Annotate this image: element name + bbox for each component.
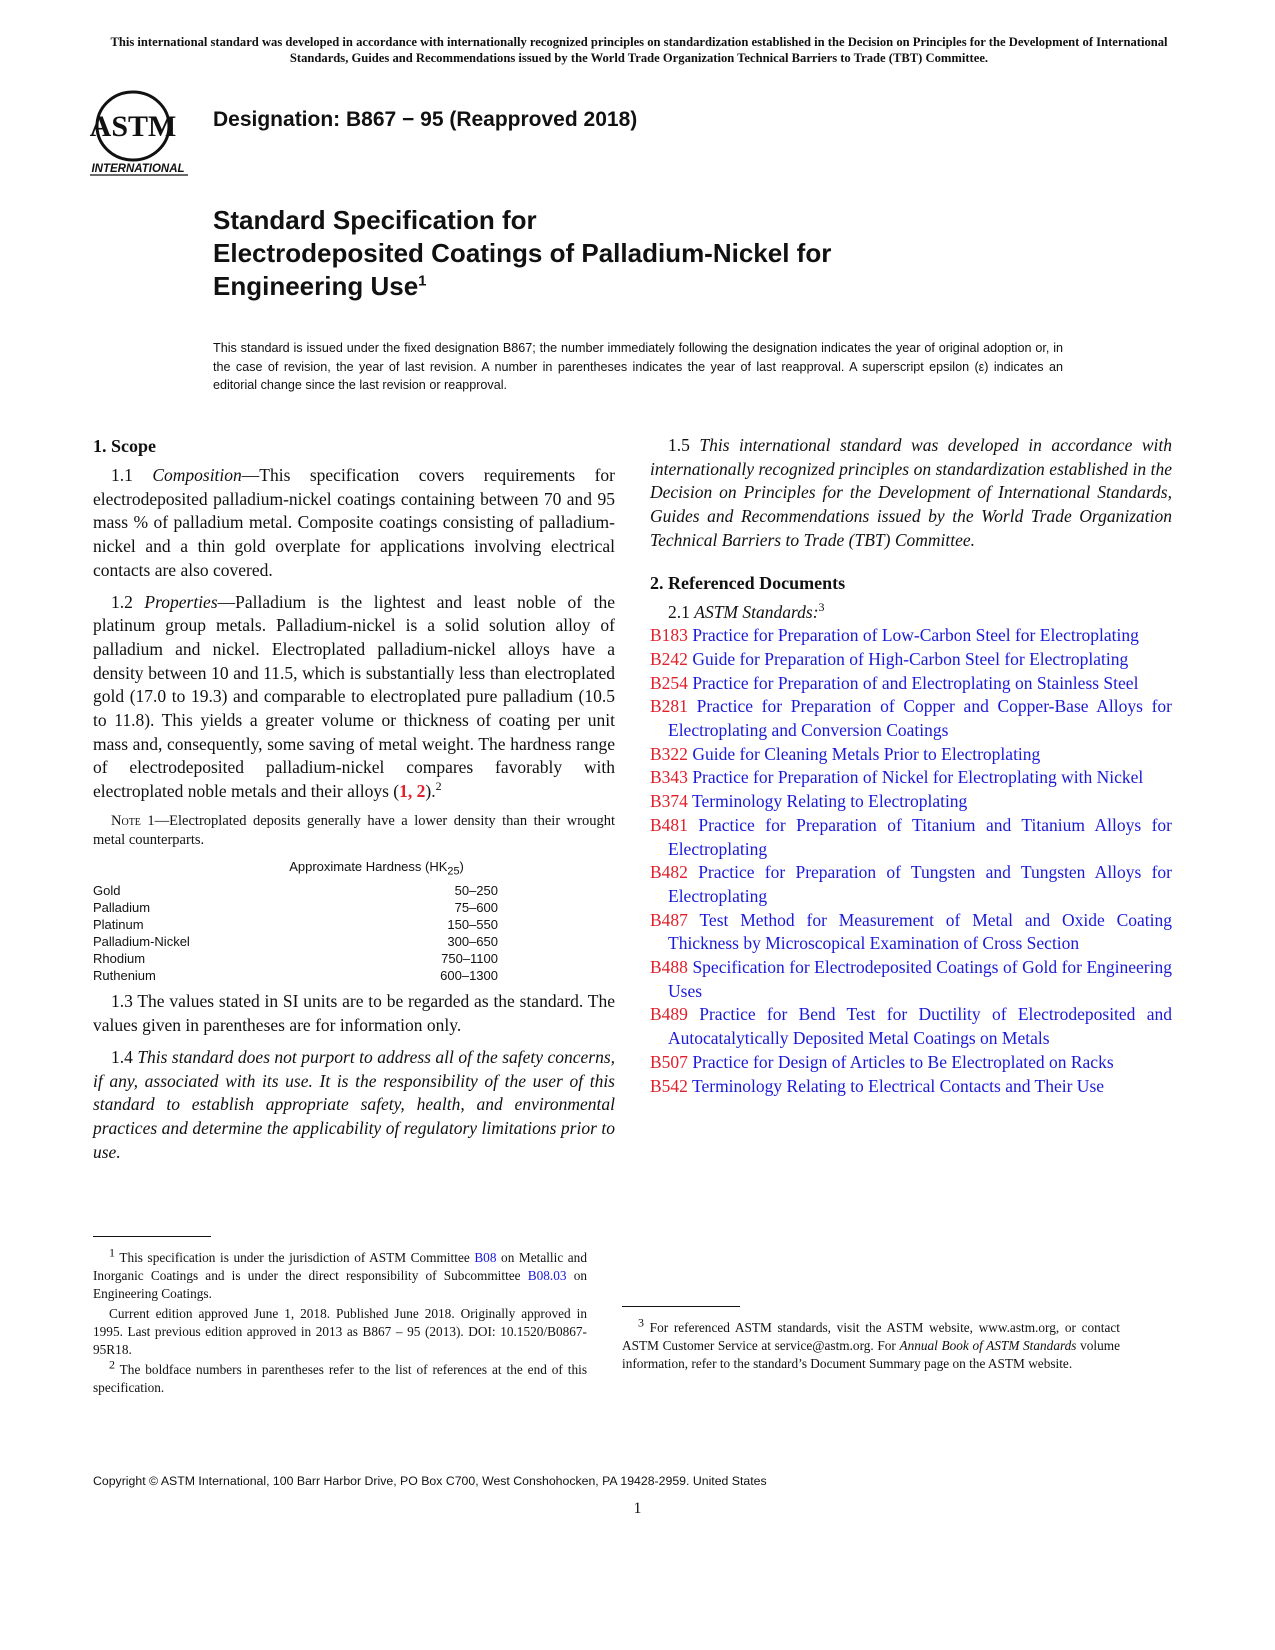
para-label: ASTM Standards: (694, 601, 819, 622)
scope-heading: 1. Scope (93, 436, 156, 456)
reference-code[interactable]: B487 (650, 909, 688, 930)
scope-para-1-3: 1.3 The values stated in SI units are to be regarded as the standard. The values given in parentheses are for information only. (93, 991, 615, 1036)
copyright-line: Copyright © ASTM International, 100 Barr Harbor Drive, PO Box C700, West Conshohocken, PA 19428-2959. United States (93, 1474, 767, 1488)
astm-logo-icon (88, 86, 200, 176)
hardness-table (93, 858, 615, 985)
left-column (93, 434, 615, 1172)
reference-item[interactable] (650, 1051, 1172, 1075)
astm-logo (88, 86, 200, 176)
hardness-value: 150–550 (447, 917, 498, 933)
reference-code[interactable]: B254 (650, 672, 688, 693)
reference-item[interactable] (650, 909, 1172, 956)
logo-text: ASTM (89, 110, 177, 143)
reference-code[interactable]: B481 (650, 814, 688, 835)
title-line-3-text: Engineering Use (213, 271, 419, 301)
reference-code[interactable]: B482 (650, 862, 688, 883)
footnote-text: For referenced ASTM standards, visit the ASTM website, www.astm.org, or contact ASTM Customer Service at service@astm.org. For (622, 1320, 1120, 1353)
para-number: 1.2 (111, 591, 145, 612)
para-number: 2.1 (668, 601, 695, 622)
reference-title[interactable]: Practice for Preparation of Titanium and Titanium Alloys for Electroplating (668, 814, 1173, 859)
scope-para-1-2 (93, 591, 615, 804)
footnote-mark: 3 (818, 599, 825, 614)
para-number: 1.5 (668, 435, 700, 455)
reference-item[interactable] (650, 1003, 1172, 1050)
left-footnotes (93, 1236, 587, 1399)
reference-item[interactable] (650, 1075, 1172, 1099)
reference-item[interactable] (650, 743, 1172, 767)
hardness-value: 75–600 (454, 900, 498, 916)
reference-code[interactable]: B374 (650, 791, 688, 812)
reference-list (650, 624, 1172, 1098)
reference-code[interactable]: B488 (650, 957, 688, 978)
para-text: —This specification covers requirements for electrodeposited palladium-nickel coatings containing between 70 and 95 mass % of palladium metal. Composite coatings consisting of palladium-nickel and a thin gold overplate for applications involving electrical contacts are also covered. (93, 465, 616, 580)
scope-para-1-5 (650, 434, 1172, 553)
reference-code[interactable]: B183 (650, 625, 688, 646)
top-notice: This international standard was developed in accordance with internationally recognized principles on standardization established in the Decision on Principles for the Development of International Standards, Guides and Recommendations issued by the World Trade Organization Technical Barriers to Trade (TBT) Committee. (110, 35, 1168, 65)
referenced-documents-heading: 2. Referenced Documents (650, 572, 846, 593)
reference-item[interactable] (650, 695, 1172, 742)
logo-subtext: INTERNATIONAL (91, 163, 185, 175)
reference-title[interactable]: Practice for Preparation of Tungsten and Tungsten Alloys for Electroplating (668, 862, 1173, 906)
para-label: Properties (144, 591, 218, 612)
reference-title[interactable]: Practice for Preparation of Low-Carbon Steel for Electroplating (692, 625, 1139, 646)
reference-title[interactable]: Terminology Relating to Electrical Contacts and Their Use (692, 1075, 1105, 1096)
footnote-mark: 2 (435, 779, 442, 794)
reference-title[interactable]: Practice for Preparation of Nickel for Electroplating with Nickel (692, 767, 1144, 788)
title-line-2: Electrodeposited Coatings of Palladium-Nickel for (213, 238, 832, 268)
table-row (93, 933, 615, 950)
footnote-text: on Engineering Coatings. (93, 1268, 587, 1301)
metal-name: Palladium (93, 900, 151, 916)
para-number: 1.4 (111, 1046, 138, 1067)
reference-title[interactable]: Practice for Preparation of Copper and Copper-Base Alloys for Electroplating and Conversion Coatings (668, 696, 1172, 741)
reference-code[interactable]: B489 (650, 1004, 688, 1025)
reference-item[interactable] (650, 814, 1172, 861)
title-footnote-mark: 1 (418, 272, 427, 290)
para-text: This standard does not purport to address all of the safety concerns, if any, associated with its use. It is the responsibility of the user of this standard to establish appropriate safety, health, and environmental practices and determine the applicability of regulatory limitations prior to use. (93, 1046, 616, 1162)
hardness-value: 750–1100 (441, 951, 498, 967)
para-text: This international standard was developed in accordance with internationally recognized principles on standardization established in the Decision on Principles for the Development of International Standards, Guides and Recommendations issued by the World Trade Organization Technical Barriers to Trade (TBT) Committee. (650, 435, 1173, 550)
reference-item[interactable] (650, 861, 1172, 908)
note-text: —Electroplated deposits generally have a lower density than their wrought metal counterparts. (93, 812, 615, 848)
footnote-text: volume information, refer to the standard’s Document Summary page on the ASTM website. (622, 1338, 1120, 1371)
scope-para-1-1 (93, 464, 615, 583)
reference-title[interactable]: Terminology Relating to Electroplating (692, 791, 968, 812)
title-line-1: Standard Specification for (213, 205, 537, 235)
right-column (650, 434, 1172, 1098)
reference-item[interactable] (650, 790, 1172, 814)
reference-code[interactable]: B242 (650, 648, 688, 669)
metal-name: Rhodium (93, 951, 146, 967)
header-sub: 25 (447, 865, 460, 878)
header-end: ) (459, 858, 464, 874)
reference-item[interactable] (650, 648, 1172, 672)
table-row (93, 967, 615, 984)
footnote-text: This specification is under the jurisdiction of ASTM Committee (115, 1250, 475, 1265)
footnote-italic: Annual Book of ASTM Standards (899, 1338, 1077, 1353)
header-text: Approximate Hardness (HK (289, 858, 448, 874)
reference-title[interactable]: Specification for Electrodeposited Coatings of Gold for Engineering Uses (668, 957, 1172, 1001)
table-row (93, 882, 615, 899)
para-label: Composition (152, 465, 242, 485)
document-title (213, 204, 1113, 303)
footnote-text: The boldface numbers in parentheses refer to the list of references at the end of this specification. (93, 1362, 587, 1395)
reference-item[interactable] (650, 956, 1172, 1003)
astm-standards-subheading (650, 601, 1172, 625)
reference-code[interactable]: B322 (650, 743, 688, 764)
hardness-value: 50–250 (454, 883, 498, 899)
footnote-text: on Metallic and Inorganic Coatings and is under the direct responsibility of Subcommittee (93, 1250, 587, 1283)
reference-item[interactable] (650, 766, 1172, 790)
reference-code[interactable]: B507 (650, 1051, 688, 1072)
para-text-end: ). (425, 781, 436, 802)
reference-title[interactable]: Practice for Bend Test for Ductility of Electrodeposited and Autocatalytically Deposited Metal Coatings on Metals (668, 1004, 1173, 1049)
right-footnotes (622, 1306, 1120, 1375)
footnote-2 (93, 1357, 587, 1397)
subcommittee-link[interactable]: B08.03 (527, 1268, 567, 1283)
table-row (93, 899, 615, 916)
hardness-value: 300–650 (447, 934, 498, 950)
table-row (93, 916, 615, 933)
reference-link[interactable]: 1, 2 (399, 781, 426, 802)
reference-title[interactable]: Guide for Cleaning Metals Prior to Electroplating (692, 743, 1041, 764)
table-row (93, 950, 615, 967)
reference-code[interactable]: B542 (650, 1075, 688, 1096)
para-text: —Palladium is the lightest and least noble of the platinum group metals. Palladium-nickel is a solid solution alloy of palladium and nickel. Electroplated palladium-nickel alloys have a density between 10 and 11.5, which is substantially less than electroplated gold (17.0 to 19.3) and comparable to electroplated pure palladium (10.5 to 11.8). This yields a greater volume or thickness of coating per unit mass and, consequently, some saving of metal weight. The hardness range of electrodeposited palladium-nickel compares favorably with electroplated noble metals and their alloys ( (93, 591, 616, 802)
issued-note: This standard is issued under the fixed designation B867; the number immediately following the designation indicates the year of original adoption or, in the case of revision, the year of last revision. A number in parentheses indicates the year of last reapproval. A superscript epsilon (ε) indicates an editorial change since the last revision or reapproval. (213, 341, 1063, 392)
note-label: Note 1 (111, 812, 155, 829)
reference-item[interactable] (650, 624, 1172, 648)
footnote-3 (622, 1315, 1120, 1373)
para-number: 1.1 (111, 465, 153, 485)
footnote-mark: 1 (109, 1245, 115, 1260)
reference-title[interactable]: Practice for Preparation of and Electroplating on Stainless Steel (692, 672, 1139, 693)
hardness-value: 600–1300 (440, 968, 498, 984)
reference-title[interactable]: Guide for Preparation of High-Carbon Steel for Electroplating (692, 648, 1129, 669)
reference-title[interactable]: Practice for Design of Articles to Be Electroplated on Racks (692, 1051, 1114, 1072)
hardness-table-header (93, 858, 615, 881)
reference-title[interactable]: Test Method for Measurement of Metal and Oxide Coating Thickness by Microscopical Examination of Cross Section (668, 909, 1173, 954)
title-line-3 (213, 270, 1113, 303)
scope-para-1-4 (93, 1046, 615, 1165)
footnote-1-edition: Current edition approved June 1, 2018. Published June 2018. Originally approved in 1995. Last previous edition approved in 2013 as B867 – 95 (2013). DOI: 10.1520/B0867-95R18. (93, 1306, 587, 1357)
committee-link[interactable]: B08 (474, 1250, 497, 1265)
note-1 (93, 812, 615, 850)
metal-name: Palladium-Nickel (93, 934, 190, 950)
footnote-mark: 2 (109, 1357, 115, 1372)
reference-code[interactable]: B281 (650, 696, 688, 717)
footnote-1 (93, 1245, 587, 1303)
metal-name: Ruthenium (93, 968, 156, 984)
designation: Designation: B867 − 95 (Reapproved 2018) (213, 108, 638, 131)
metal-name: Gold (93, 883, 121, 899)
page-number: 1 (633, 1500, 642, 1517)
reference-item[interactable] (650, 672, 1172, 696)
footnote-mark: 3 (638, 1315, 644, 1330)
metal-name: Platinum (93, 917, 144, 933)
reference-code[interactable]: B343 (650, 767, 688, 788)
